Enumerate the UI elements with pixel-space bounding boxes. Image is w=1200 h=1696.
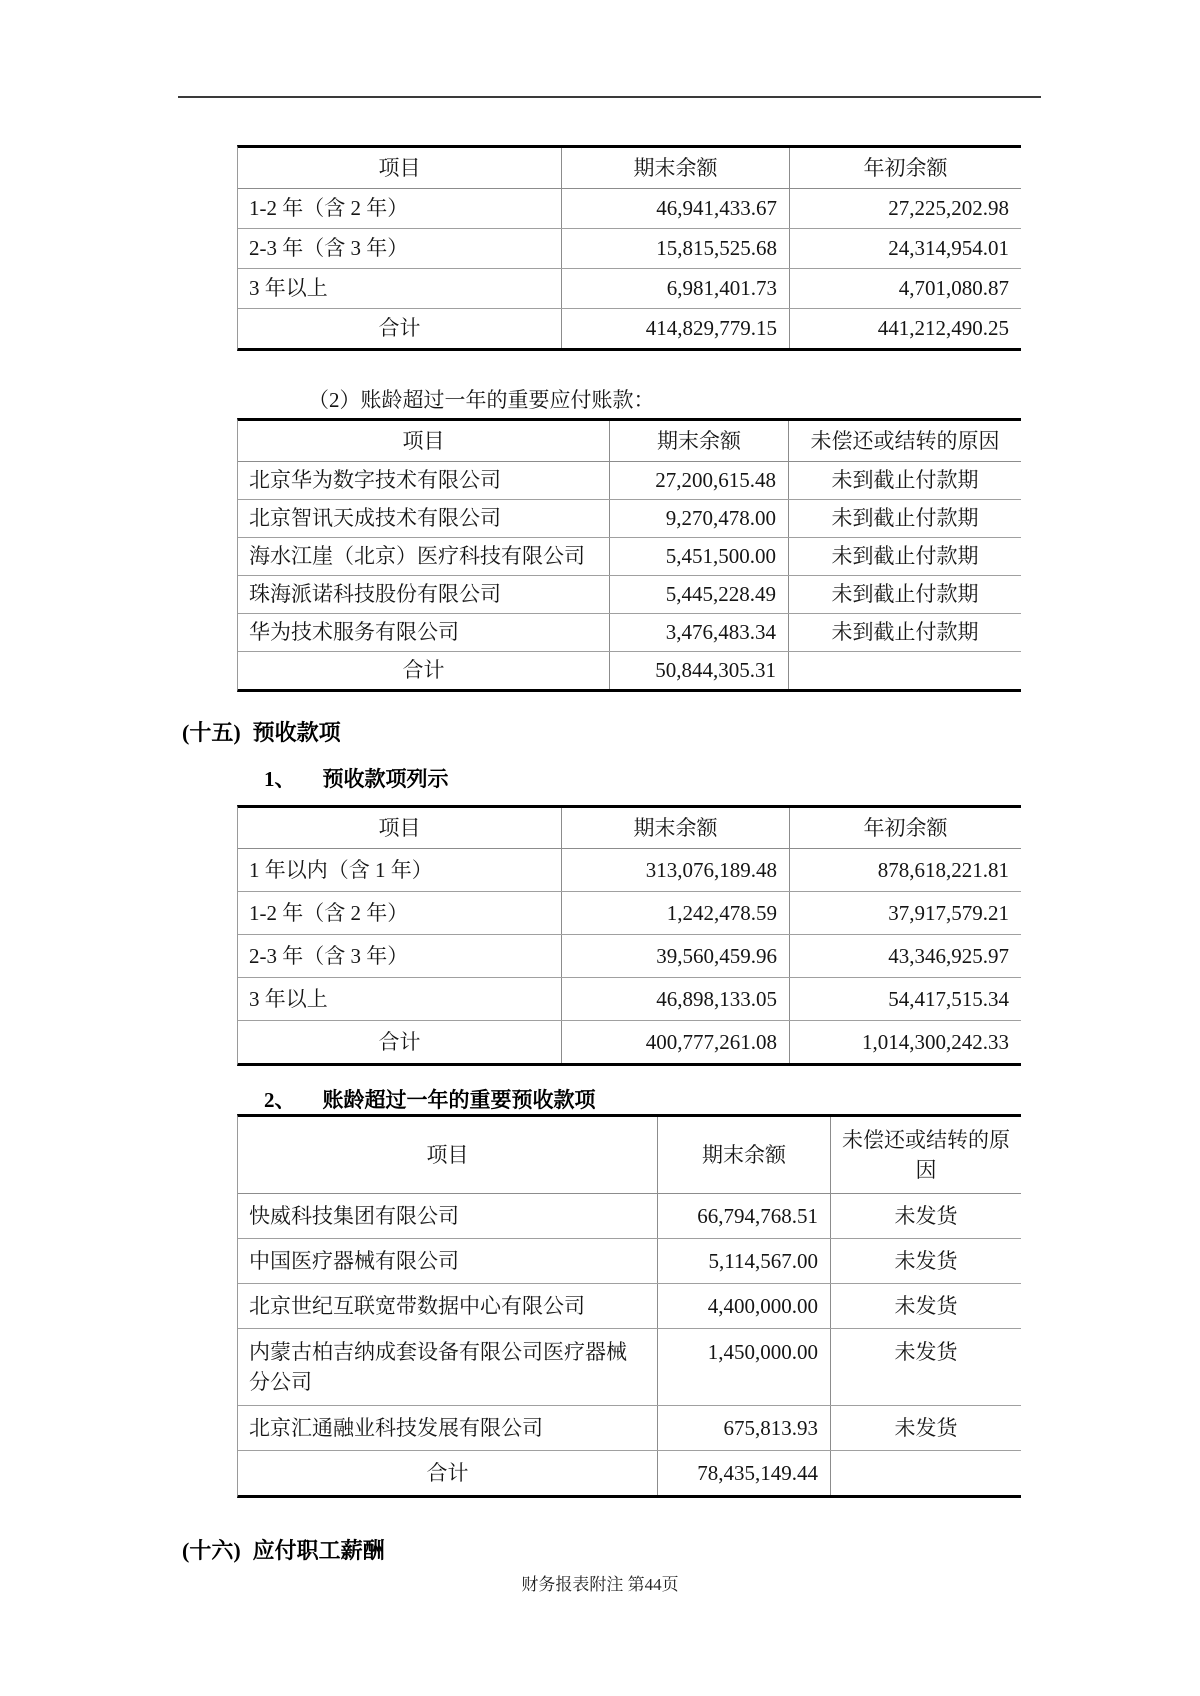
table-cell: 50,844,305.31 [609,652,788,689]
table-cell: 合计 [378,1029,421,1054]
table-cell: 27,200,615.48 [609,462,788,499]
table-cell: 54,417,515.34 [789,978,1021,1020]
table-cell: 313,076,189.48 [561,849,789,891]
table-row [238,576,1021,614]
section-16-title: 应付职工薪酬 [252,1538,385,1563]
table-cell: 46,941,433.67 [561,189,789,228]
table-row [238,269,1021,309]
table-row [238,462,1021,500]
table-header-row [238,421,1021,462]
table-cell: 未到截止付款期 [788,576,1021,613]
table-cell: 北京华为数字技术有限公司 [249,468,501,493]
table-cell: 5,114,567.00 [657,1239,830,1283]
table-row [238,500,1021,538]
table-cell: 华为技术服务有限公司 [249,620,459,645]
subsection-1-title: 预收款项列示 [322,767,449,791]
table-cell: 未到截止付款期 [788,614,1021,651]
table-cell: 未到截止付款期 [788,538,1021,575]
table-cell: 合计 [426,1460,469,1485]
table-row [238,849,1021,892]
section-16-heading [182,1534,385,1565]
table-cell: 合计 [402,658,445,683]
table-cell: 1,014,300,242.33 [789,1021,1021,1063]
table-row [238,614,1021,652]
table-cell: 39,560,459.96 [561,935,789,977]
table-header-cell: 未偿还或结转的原因 [830,1117,1021,1193]
table-header-cell: 年初余额 [789,808,1021,848]
important-payables-table [237,418,1021,692]
table-header-cell: 期末余额 [657,1117,830,1193]
table-total-row [238,309,1021,348]
table-cell: 1-2 年（含 2 年） [249,900,409,925]
table-cell: 未发货 [830,1239,1021,1283]
important-advances-table [237,1114,1021,1498]
table-cell: 5,451,500.00 [609,538,788,575]
table-row [238,1284,1021,1329]
table-header-cell: 年初余额 [789,148,1021,188]
table-cell: 3,476,483.34 [609,614,788,651]
table-cell: 675,813.93 [657,1406,830,1450]
table-cell: 1 年以内（含 1 年） [249,857,433,882]
table-cell: 未发货 [830,1406,1021,1450]
table-cell: 1,450,000.00 [657,1329,830,1405]
table-cell: 4,701,080.87 [789,269,1021,308]
table-cell: 1,242,478.59 [561,892,789,934]
table-cell: 2-3 年（含 3 年） [249,236,409,261]
table-cell: 46,898,133.05 [561,978,789,1020]
table-row [238,1406,1021,1451]
table-cell: 66,794,768.51 [657,1194,830,1238]
table-cell [788,652,1021,689]
table-header-row [238,148,1021,189]
table-cell: 400,777,261.08 [561,1021,789,1063]
table-total-row [238,1451,1021,1495]
table-row [238,978,1021,1021]
table-cell: 北京智讯天成技术有限公司 [249,506,501,531]
payables-over-one-year-title: （2）账龄超过一年的重要应付账款： [308,388,655,412]
table-cell: 合计 [378,316,421,341]
table-cell: 未发货 [830,1194,1021,1238]
table-total-row [238,1021,1021,1063]
table-row [238,189,1021,229]
subsection-1-number: 1、 [264,767,296,791]
table-cell: 37,917,579.21 [789,892,1021,934]
table-row [238,1239,1021,1284]
table-header-cell: 未偿还或结转的原因 [788,421,1021,461]
table-row [238,935,1021,978]
table-cell: 43,346,925.97 [789,935,1021,977]
table-row [238,1329,1021,1406]
table-cell: 414,829,779.15 [561,309,789,348]
section-16-label: (十六) [182,1538,241,1563]
payables-aging-table [237,145,1021,351]
table-cell: 未发货 [830,1284,1021,1328]
table-row [238,538,1021,576]
table-cell [830,1451,1021,1495]
table-cell: 15,815,525.68 [561,229,789,268]
table-cell: 未到截止付款期 [788,462,1021,499]
table-header-cell: 项目 [378,155,421,180]
table-cell: 海水江崖（北京）医疗科技有限公司 [249,544,585,569]
table-cell: 441,212,490.25 [789,309,1021,348]
subsection-2-number: 2、 [264,1088,296,1112]
table-cell: 2-3 年（含 3 年） [249,943,409,968]
table-row [238,892,1021,935]
table-header-cell: 项目 [402,428,445,453]
section-15-label: (十五) [182,720,241,745]
table-cell: 中国医疗器械有限公司 [249,1248,459,1273]
advances-listing-table [237,805,1021,1066]
table-cell: 5,445,228.49 [609,576,788,613]
table-cell: 27,225,202.98 [789,189,1021,228]
table-header-cell: 期末余额 [609,421,788,461]
table-cell: 6,981,401.73 [561,269,789,308]
table-header-cell: 项目 [378,815,421,840]
table-header-row [238,1117,1021,1194]
table-cell: 1-2 年（含 2 年） [249,196,409,221]
section-15-title: 预收款项 [252,720,341,745]
table-row [238,1194,1021,1239]
table-cell: 北京汇通融业科技发展有限公司 [249,1415,543,1440]
page-header-rule [178,96,1041,98]
subsection-2-heading [264,1084,596,1114]
page-footer: 财务报表附注 第44页 [521,1575,679,1594]
table-total-row [238,652,1021,689]
table-header-cell: 期末余额 [561,808,789,848]
section-15-heading [182,716,341,747]
table-cell: 内蒙古柏吉纳成套设备有限公司医疗器械分公司 [249,1340,627,1395]
table-cell: 4,400,000.00 [657,1284,830,1328]
table-cell: 快威科技集团有限公司 [249,1203,459,1228]
table-cell: 未到截止付款期 [788,500,1021,537]
subsection-1-heading [264,763,449,793]
table-cell: 78,435,149.44 [657,1451,830,1495]
table-cell: 24,314,954.01 [789,229,1021,268]
table-header-cell: 期末余额 [561,148,789,188]
table-header-row [238,808,1021,849]
table-cell: 9,270,478.00 [609,500,788,537]
table-cell: 878,618,221.81 [789,849,1021,891]
table-cell: 未发货 [830,1329,1021,1405]
table-row [238,229,1021,269]
table-cell: 北京世纪互联宽带数据中心有限公司 [249,1293,585,1318]
table-cell: 3 年以上 [249,986,328,1011]
subsection-2-title: 账龄超过一年的重要预收款项 [322,1088,596,1112]
table-header-cell: 项目 [426,1142,469,1167]
table-cell: 珠海派诺科技股份有限公司 [249,582,501,607]
table-cell: 3 年以上 [249,276,328,301]
